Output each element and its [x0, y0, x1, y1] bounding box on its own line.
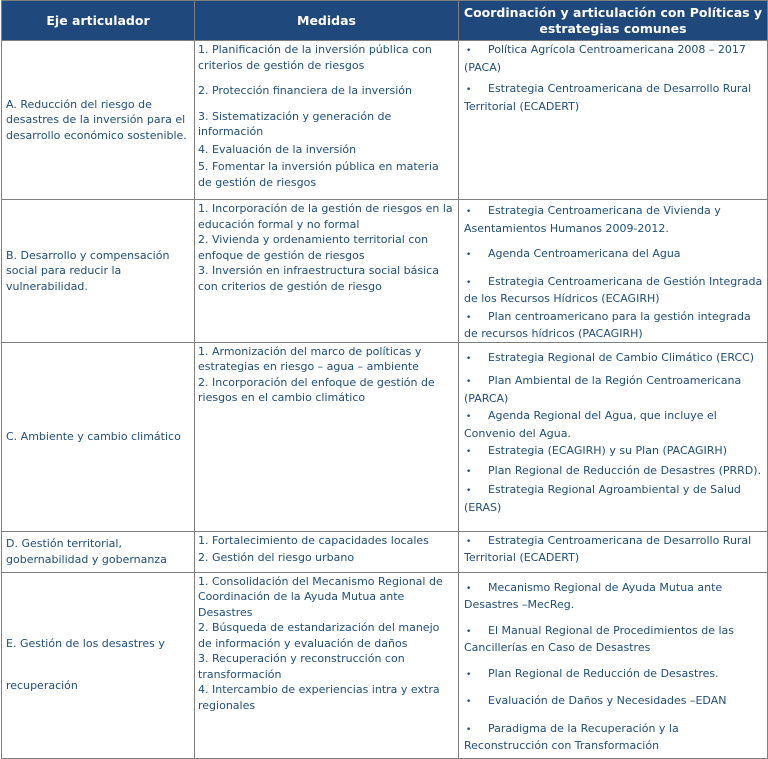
medida-item: 2. Protección financiera de la inversión	[198, 84, 412, 97]
politica-item: • Plan Regional de Reducción de Desastres.	[464, 666, 764, 684]
header-eje: Eje articulador	[2, 1, 195, 41]
politica-item: • Estrategia Centroamericana de Desarrollo Rural Territorial (ECADERT)	[464, 82, 752, 113]
medida-item: 4. Intercambio de experiencias intra y extra regionales	[198, 683, 440, 712]
politica-item: • Estrategia Regional Agroambiental y de Salud (ERAS)	[464, 483, 741, 514]
measures-table	[1, 0, 768, 759]
bullet-icon: •	[466, 412, 472, 422]
eje-cell: C. Ambiente y cambio climático	[2, 342, 195, 531]
politica-item: • El Manual Regional de Procedimientos de las Cancillerías en Caso de Desastres	[464, 623, 735, 654]
bullet-icon: •	[466, 85, 472, 95]
eje-cell: B. Desarrollo y compensación social para reducir la vulnerabilidad.	[2, 200, 195, 343]
medida-item: 1. Consolidación del Mecanismo Regional de Coordinación de la Ayuda Mutua ante Desastres	[198, 574, 443, 619]
bullet-icon: •	[466, 466, 472, 477]
eje-cell: E. Gestión de los desastres y recuperación	[2, 572, 195, 758]
bullet-icon: •	[466, 583, 472, 594]
medidas-cell	[195, 41, 459, 200]
politica-item: • Estrategia Centroamericana de Desarrollo Rural Territorial (ECADERT)	[464, 533, 752, 564]
politica-item: • Paradigma de la Recuperación y la Reconstrucción con Transformación	[464, 721, 679, 752]
politica-item: • Agenda Centroamericana del Agua	[464, 246, 764, 264]
medida-item: 2. Incorporación del enfoque de gestión de riesgos en el cambio climático	[198, 375, 435, 404]
politica-item: • Política Agrícola Centroamericana 2008 – 2017 (PACA)	[464, 43, 746, 74]
bullet-icon: •	[466, 250, 472, 260]
medida-item: 4. Evaluación de la inversión	[198, 142, 357, 156]
table-row	[2, 200, 768, 343]
table-header-row	[2, 1, 768, 41]
medidas-cell	[195, 200, 459, 343]
medida-item: 3. Recuperación y reconstrucción con transformación	[198, 652, 405, 681]
bullet-icon: •	[466, 697, 472, 707]
medida-item: 2. Gestión del riesgo urbano	[198, 551, 355, 564]
politica-item: • Evaluación de Daños y Necesidades –EDAN	[464, 693, 764, 711]
table-row	[2, 342, 768, 531]
table-row	[2, 41, 768, 200]
bullet-icon: •	[466, 724, 472, 735]
header-medidas: Medidas	[195, 1, 459, 41]
politica-item: • Estrategia Regional de Cambio Climático (ERCC)	[464, 350, 764, 368]
politicas-cell	[459, 41, 768, 200]
bullet-icon: •	[466, 277, 472, 288]
medida-item: 1. Armonización del marco de políticas y estrategias en riesgo – agua – ambiente	[198, 344, 422, 373]
table-row	[2, 531, 768, 572]
bullet-icon: •	[466, 46, 472, 56]
politica-item: • Plan Ambiental de la Región Centroamericana (PARCA)	[464, 374, 742, 405]
table-row	[2, 572, 768, 758]
medidas-cell	[195, 342, 459, 531]
politica-item: • Estrategia Centroamericana de Gestión Integrada de los Recursos Hídricos (ECAGIRH)	[464, 274, 763, 305]
politica-item: • Estrategia (ECAGIRH) y su Plan (PACAGIRH)	[464, 443, 764, 461]
bullet-icon: •	[466, 626, 472, 637]
bullet-icon: •	[466, 486, 472, 496]
medida-item: 5. Fomentar la inversión pública en materia de gestión de riesgos	[198, 160, 439, 189]
politicas-cell	[459, 342, 768, 531]
politicas-cell	[459, 572, 768, 758]
politica-item: • Mecanismo Regional de Ayuda Mutua ante Desastres –MecReg.	[464, 580, 723, 611]
politica-item: • Agenda Regional del Agua, que incluye el Convenio del Agua.	[464, 409, 717, 440]
bullet-icon: •	[466, 207, 472, 217]
politicas-cell	[459, 200, 768, 343]
politica-item: • Plan Regional de Reducción de Desastres (PRRD).	[464, 463, 764, 481]
bullet-icon: •	[466, 536, 472, 547]
bullet-icon: •	[466, 447, 472, 457]
eje-cell: D. Gestión territorial, gobernabilidad y gobernanza	[2, 531, 195, 572]
medida-item: 3. Sistematización y generación de información	[198, 109, 392, 138]
bullet-icon: •	[466, 377, 472, 387]
medida-item: 2. Vivienda y ordenamiento territorial con enfoque de gestión de riesgos	[198, 233, 429, 262]
medida-item: 1. Incorporación de la gestión de riesgos en la educación formal y no formal	[198, 202, 453, 231]
medida-item: 2. Búsqueda de estandarización del manejo de información y evaluación de daños	[198, 621, 440, 650]
medida-item: 1. Fortalecimiento de capacidades locales	[198, 533, 429, 547]
politica-item: • Estrategia Centroamericana de Vivienda y Asentamientos Humanos 2009-2012.	[464, 204, 721, 235]
bullet-icon: •	[466, 669, 472, 680]
politica-item: • Plan centroamericano para la gestión integrada de recursos hídricos (PACAGIRH)	[464, 309, 751, 340]
medida-item: 1. Planificación de la inversión pública con criterios de gestión de riesgos	[198, 43, 432, 72]
medida-item: 3. Inversión en infraestructura social básica con criterios de gestión de riesgo	[198, 264, 439, 293]
eje-cell: A. Reducción del riesgo de desastres de la inversión para el desarrollo económico sostenible.	[2, 41, 195, 200]
bullet-icon: •	[466, 353, 472, 364]
politicas-cell	[459, 531, 768, 572]
medidas-cell	[195, 572, 459, 758]
medidas-cell	[195, 531, 459, 572]
bullet-icon: •	[466, 312, 472, 323]
header-coordinacion: Coordinación y articulación con Políticas y estrategias comunes	[459, 1, 768, 41]
